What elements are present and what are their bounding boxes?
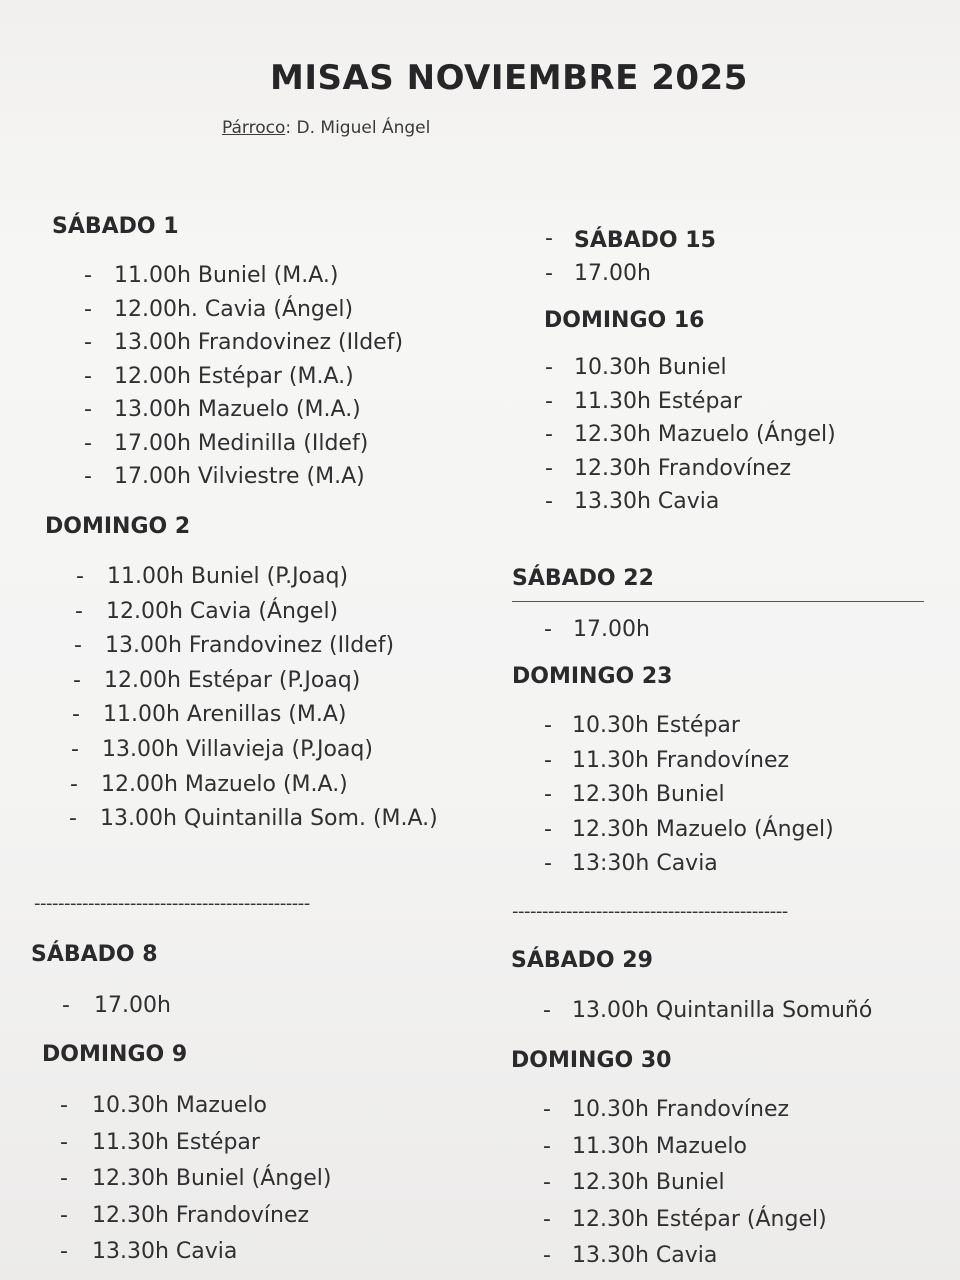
header-sabado15: SÁBADO 15 (574, 228, 716, 253)
mass-entry: 12.30h Frandovínez (574, 455, 792, 481)
header-domingo9: DOMINGO 9 (42, 1042, 188, 1067)
dash-marker: - (84, 430, 92, 456)
parroco-value: : D. Miguel Ángel (285, 118, 431, 138)
parroco-line (222, 118, 430, 138)
dash-marker: - (545, 226, 553, 251)
dash-marker: - (72, 702, 80, 728)
dash-marker: - (60, 1093, 68, 1118)
dash-marker: - (543, 1133, 551, 1159)
mass-entry: 17.00h Vilviestre (M.A) (114, 464, 365, 489)
separator-right: ---------------------------------------------- (512, 901, 788, 922)
dash-marker: - (73, 667, 81, 693)
mass-entry: 13.00h Mazuelo (M.A.) (114, 397, 361, 422)
dash-marker: - (69, 806, 77, 832)
header-sabado29: SÁBADO 29 (511, 948, 653, 973)
mass-entry: 12.00h Mazuelo (M.A.) (101, 771, 348, 797)
parroco-label: Párroco (222, 118, 286, 138)
mass-entry: 10.30h Frandovínez (572, 1097, 790, 1122)
mass-entry: 13:30h Cavia (572, 851, 718, 876)
mass-entry: 12.00h Estépar (P.Joaq) (104, 667, 361, 693)
dash-marker: - (545, 355, 553, 380)
dash-marker: - (543, 1170, 551, 1195)
dash-marker: - (543, 998, 551, 1023)
dash-marker: - (544, 782, 552, 807)
mass-entry: 13.00h Frandovinez (Ildef) (105, 633, 395, 659)
mass-entry: 11.00h Buniel (M.A.) (114, 263, 339, 288)
dash-marker: - (60, 1166, 68, 1191)
mass-entry: 12.30h Mazuelo (Ángel) (572, 816, 834, 842)
underline-sabado-22 (512, 601, 924, 602)
dash-marker: - (544, 713, 552, 738)
dash-marker: - (71, 737, 79, 762)
mass-entry: 13.30h Cavia (92, 1239, 238, 1264)
mass-entry: 11.30h Mazuelo (572, 1133, 747, 1159)
separator-left: ---------------------------------------------- (34, 893, 310, 914)
mass-entry: 11.30h Estépar (92, 1129, 260, 1155)
dash-marker: - (84, 263, 92, 288)
dash-marker: - (545, 388, 553, 414)
mass-entry: 17.00h Medinilla (Ildef) (114, 430, 369, 456)
header-domingo30: DOMINGO 30 (511, 1048, 672, 1073)
dash-marker: - (84, 296, 92, 322)
mass-entry: 12.30h Mazuelo (Ángel) (574, 422, 836, 447)
header-sabado1: SÁBADO 1 (52, 214, 179, 239)
mass-entry: 10.30h Mazuelo (92, 1093, 267, 1118)
header-sabado22: SÁBADO 22 (512, 566, 654, 591)
page-title: MISAS NOVIEMBRE 2025 (270, 58, 748, 98)
mass-entry: 13.30h Cavia (572, 1243, 718, 1268)
dash-marker: - (545, 261, 553, 286)
mass-entry: 12.00h Cavia (Ángel) (106, 598, 339, 624)
mass-entry: 13.30h Cavia (574, 489, 720, 514)
dash-marker: - (545, 422, 553, 447)
dash-marker: - (76, 564, 84, 589)
mass-entry: 13.00h Villavieja (P.Joaq) (102, 737, 373, 762)
dash-marker: - (60, 1239, 68, 1264)
mass-entry: 12.30h Buniel (Ángel) (92, 1166, 332, 1191)
mass-entry: 12.00h Estépar (M.A.) (114, 363, 354, 389)
mass-entry: 17.00h (574, 261, 651, 286)
dash-marker: - (545, 455, 553, 481)
mass-entry: 13.00h Quintanilla Somuñó (572, 998, 873, 1023)
dash-marker: - (544, 617, 552, 642)
dash-marker: - (70, 771, 78, 797)
dash-marker: - (84, 363, 92, 389)
dash-marker: - (543, 1206, 551, 1232)
dash-marker: - (74, 633, 82, 659)
dash-marker: - (60, 1129, 68, 1155)
mass-entry: 12.30h Estépar (Ángel) (572, 1206, 827, 1232)
dash-marker: - (544, 816, 552, 842)
dash-marker: - (543, 1243, 551, 1268)
mass-entry: 12.30h Buniel (572, 1170, 725, 1195)
mass-entry: 12.30h Buniel (572, 782, 725, 807)
dash-marker: - (544, 851, 552, 876)
header-sabado8: SÁBADO 8 (31, 942, 158, 967)
mass-entry: 13.00h Quintanilla Som. (M.A.) (100, 806, 438, 832)
dash-marker: - (62, 993, 70, 1018)
mass-entry: 10.30h Buniel (574, 355, 727, 380)
dash-marker: - (543, 1097, 551, 1122)
mass-entry: 11.30h Frandovínez (572, 747, 790, 773)
mass-entry: 12.00h. Cavia (Ángel) (114, 296, 354, 322)
mass-entry: 11.00h Buniel (P.Joaq) (107, 564, 349, 589)
mass-entry: 11.00h Arenillas (M.A) (103, 702, 347, 728)
header-domingo16: DOMINGO 16 (544, 308, 705, 333)
header-domingo23: DOMINGO 23 (512, 664, 673, 689)
dash-marker: - (544, 747, 552, 773)
mass-entry: 11.30h Estépar (574, 388, 742, 414)
mass-entry: 12.30h Frandovínez (92, 1202, 310, 1228)
mass-entry: 17.00h (94, 993, 171, 1018)
dash-marker: - (545, 489, 553, 514)
header-domingo2: DOMINGO 2 (45, 514, 191, 539)
dash-marker: - (84, 464, 92, 489)
mass-entry: 10.30h Estépar (572, 713, 740, 738)
mass-entry: 13.00h Frandovinez (Ildef) (114, 330, 404, 355)
dash-marker: - (84, 397, 92, 422)
dash-marker: - (60, 1202, 68, 1228)
dash-marker: - (75, 598, 83, 624)
mass-entry: 17.00h (573, 617, 650, 642)
dash-marker: - (84, 330, 92, 355)
